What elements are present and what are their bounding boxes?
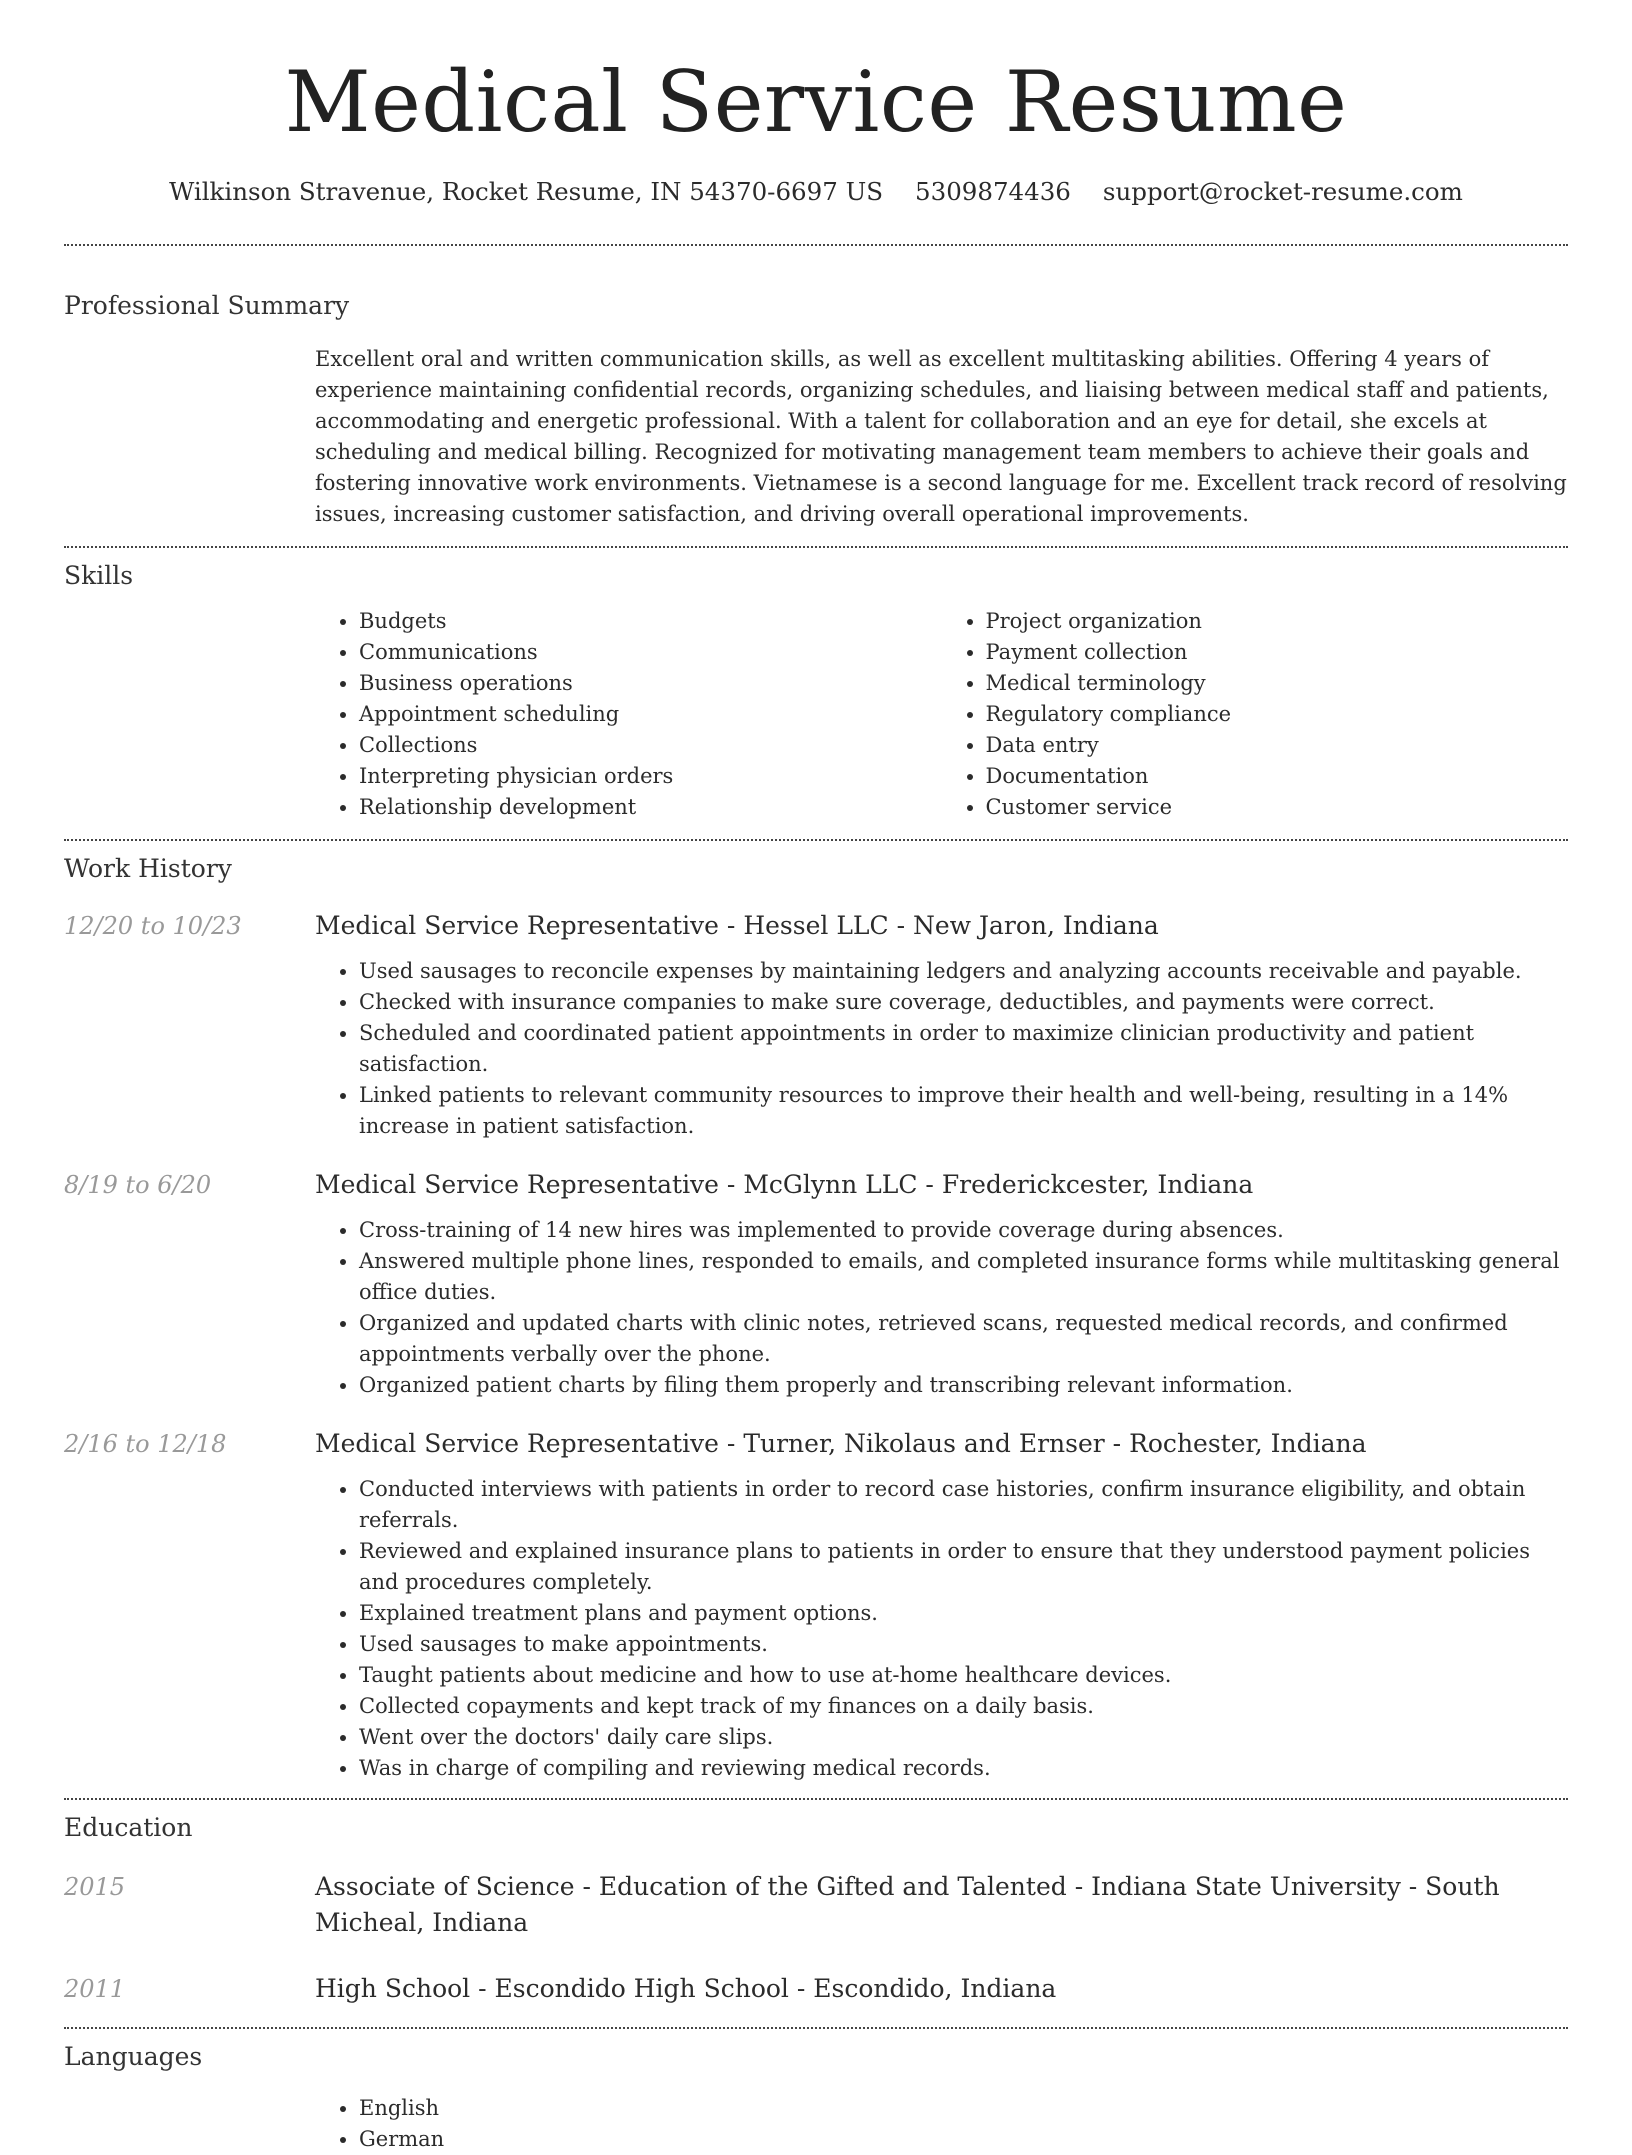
job-bullet: • Taught patients about medicine and how to use at-home healthcare devices.	[359, 1660, 1568, 1691]
education-title: Associate of Science - Education of the Gifted and Talented - Indiana State University - South Micheal, Indiana	[315, 1871, 1500, 1937]
job-bullet: • Linked patients to relevant community resources to improve their health and well-being, resulting in a 14% increase in patient satisfaction.	[359, 1080, 1568, 1142]
summary-text: Excellent oral and written communication skills, as well as excellent multitasking abilities. Offering 4 years of experience maintaining confidential records, organizing schedules, and liaising between medical staff and patients, accommodating and energetic professional. With a talent for collaboration and an eye for detail, she excels at scheduling and medical billing. Recognized for motivating management team members to achieve their goals and fostering innovative work environments. Vietnamese is a second language for me. Excellent track record of resolving issues, increasing customer satisfaction, and driving overall operational improvements.	[315, 347, 1567, 527]
skill-item: • Business operations	[359, 668, 942, 699]
job-bullet: • Cross-training of 14 new hires was implemented to provide coverage during absences.	[359, 1215, 1568, 1246]
skill-item: • Documentation	[986, 761, 1569, 792]
resume-header	[0, 0, 1632, 206]
skill-item: • Medical terminology	[986, 668, 1569, 699]
languages-section	[0, 2029, 1632, 2155]
skill-item: • Appointment scheduling	[359, 699, 942, 730]
job-bullet: • Used sausages to make appointments.	[359, 1629, 1568, 1660]
education-heading: Education	[64, 1813, 193, 1843]
skills-column-right	[942, 606, 1569, 823]
job-bullet: • Explained treatment plans and payment options.	[359, 1598, 1568, 1629]
contact-phone: 5309874436	[915, 176, 1071, 206]
job-bullet: • Was in charge of compiling and reviewing medical records.	[359, 1753, 1568, 1784]
skills-column-left	[315, 606, 942, 823]
skill-item: • Interpreting physician orders	[359, 761, 942, 792]
education-details	[315, 1971, 1568, 2007]
job-bullet: • Collected copayments and kept track of my finances on a daily basis.	[359, 1691, 1568, 1722]
job-dates: 12/20 to 10/23	[64, 912, 242, 941]
skills-heading: Skills	[64, 561, 134, 591]
contact-address: Wilkinson Stravenue, Rocket Resume, IN 54370-6697 US	[169, 176, 884, 206]
skills-list	[315, 606, 1568, 823]
job-dates: 2/16 to 12/18	[64, 1430, 227, 1459]
job-entry	[64, 1167, 1568, 1401]
job-bullet: • Organized patient charts by filing them properly and transcribing relevant information.	[359, 1370, 1568, 1401]
job-entry	[64, 908, 1568, 1142]
language-item: • German	[359, 2124, 1568, 2155]
education-details	[315, 1869, 1568, 1941]
job-details	[315, 1167, 1568, 1401]
skill-item: • Data entry	[986, 730, 1569, 761]
skill-item: • Collections	[359, 730, 942, 761]
education-entry	[64, 1971, 1568, 2007]
job-bullet: • Conducted interviews with patients in order to record case histories, confirm insurance eligibility, and obtain referrals.	[359, 1474, 1568, 1536]
job-title: Medical Service Representative - McGlynn LLC - Frederickcester, Indiana	[315, 1170, 1254, 1200]
education-section	[0, 1800, 1632, 2007]
job-bullet: • Checked with insurance companies to make sure coverage, deductibles, and payments were correct.	[359, 987, 1568, 1018]
skill-item: • Budgets	[359, 606, 942, 637]
languages-heading: Languages	[64, 2041, 203, 2071]
job-bullet: • Scheduled and coordinated patient appointments in order to maximize clinician productivity and patient satisfaction.	[359, 1018, 1568, 1080]
education-year: 2015	[64, 1872, 126, 1901]
language-item: • English	[359, 2093, 1568, 2124]
job-bullet: • Reviewed and explained insurance plans to patients in order to ensure that they understood payment policies and procedures completely.	[359, 1536, 1568, 1598]
skill-item: • Relationship development	[359, 792, 942, 823]
job-bullet: • Organized and updated charts with clinic notes, retrieved scans, requested medical records, and confirmed appointments verbally over the phone.	[359, 1308, 1568, 1370]
education-entry	[64, 1869, 1568, 1941]
job-title: Medical Service Representative - Turner, Nikolaus and Ernser - Rochester, Indiana	[315, 1429, 1367, 1459]
job-details	[315, 1426, 1568, 1784]
summary-section	[0, 246, 1632, 531]
skill-item: • Payment collection	[986, 637, 1569, 668]
skills-section	[0, 548, 1632, 823]
summary-heading: Professional Summary	[64, 290, 350, 320]
job-title: Medical Service Representative - Hessel LLC - New Jaron, Indiana	[315, 911, 1159, 941]
job-dates: 8/19 to 6/20	[64, 1171, 212, 1200]
job-bullets	[315, 956, 1568, 1142]
job-bullet: • Used sausages to reconcile expenses by maintaining ledgers and analyzing accounts receivable and payable.	[359, 956, 1568, 987]
job-bullets	[315, 1215, 1568, 1401]
job-bullet: • Went over the doctors' daily care slips.	[359, 1722, 1568, 1753]
job-details	[315, 908, 1568, 1142]
contact-email: support@rocket-resume.com	[1102, 176, 1463, 206]
job-bullet: • Answered multiple phone lines, responded to emails, and completed insurance forms while multitasking general office duties.	[359, 1246, 1568, 1308]
contact-line	[0, 177, 1632, 206]
education-title: High School - Escondido High School - Escondido, Indiana	[315, 1973, 1057, 2003]
work-history-heading: Work History	[64, 853, 232, 883]
education-year: 2011	[64, 1974, 126, 2003]
skill-item: • Project organization	[986, 606, 1569, 637]
skill-item: • Regulatory compliance	[986, 699, 1569, 730]
languages-list	[315, 2093, 1568, 2155]
skill-item: • Communications	[359, 637, 942, 668]
job-bullets	[315, 1474, 1568, 1784]
resume-name: Medical Service Resume	[284, 53, 1348, 151]
job-entry	[64, 1426, 1568, 1784]
work-history-section	[0, 841, 1632, 1785]
skill-item: • Customer service	[986, 792, 1569, 823]
